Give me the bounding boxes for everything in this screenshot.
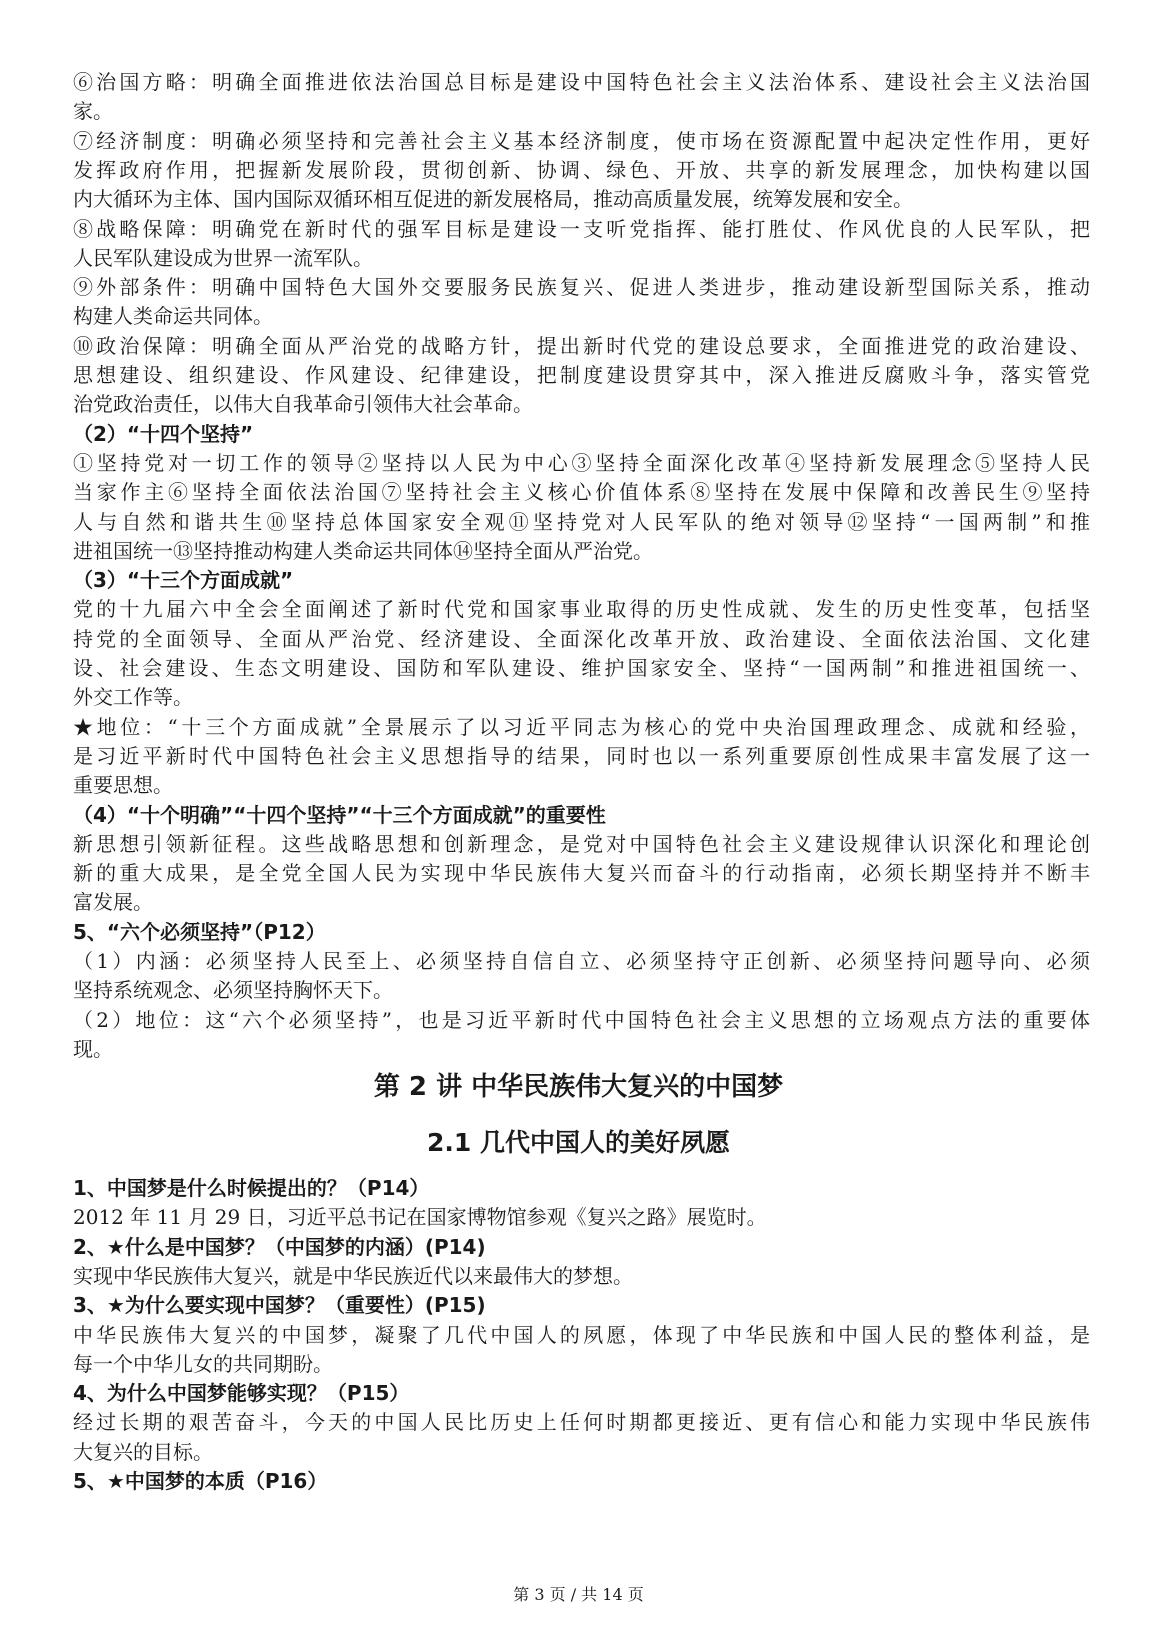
paragraph-line: ⑥治国方略：明确全面推进依法治国总目标是建设中国特色社会主义法治体系、建设社会主义法治国 — [73, 70, 1090, 94]
heading-line: 1、中国梦是什么时候提出的？（P14） — [73, 1176, 430, 1200]
paragraph-line: 是习近平新时代中国特色社会主义思想指导的结果，同时也以一系列重要原创性成果丰富发展了这一 — [73, 743, 1090, 768]
page-footer: 第 3 页 / 共 14 页 — [513, 1585, 644, 1604]
paragraph-line: 党的十九届六中全会全面阐述了新时代党和国家事业取得的历史性成就、发生的历史性变革，包括坚 — [73, 597, 1090, 622]
heading-line: （4）“十个明确”“十四个坚持”“十三个方面成就”的重要性 — [73, 802, 606, 827]
heading-line: 3、★为什么要实现中国梦？（重要性）(P15) — [73, 1293, 486, 1318]
heading-line: 2、★什么是中国梦？（中国梦的内涵）(P14) — [73, 1234, 486, 1259]
paragraph-line: 当家作主⑥坚持全面依法治国⑦坚持社会主义核心价值体系⑧坚持在发展中保障和改善民生⑨坚持 — [73, 480, 1090, 505]
paragraph-line: 2012 年 11 月 29 日，习近平总书记在国家博物馆参观《复兴之路》展览时。 — [73, 1205, 767, 1230]
paragraph-line: 发挥政府作用，把握新发展阶段，贯彻创新、协调、绿色、开放、共享的新发展理念，加快构建以国 — [73, 157, 1090, 182]
heading-line: 4、为什么中国梦能够实现？（P15） — [73, 1381, 410, 1406]
paragraph-line: 思想建设、组织建设、作风建设、纪律建设，把制度建设贯穿其中，深入推进反腐败斗争，落实管党 — [73, 363, 1090, 387]
paragraph-line: 设、社会建设、生态文明建设、国防和军队建设、维护国家安全、坚持“一国两制”和推进祖国统一、 — [73, 656, 1090, 680]
paragraph-line: 进祖国统一⑬坚持推动构建人类命运共同体⑭坚持全面从严治党。 — [73, 538, 653, 563]
paragraph-line: 大复兴的目标。 — [73, 1439, 213, 1464]
section-title: 2.1 几代中国人的美好夙愿 — [427, 1128, 730, 1157]
paragraph-line: 新思想引领新征程。这些战略思想和创新理念，是党对中国特色社会主义建设规律认识深化和理论创 — [73, 831, 1090, 856]
paragraph-line: 人民军队建设成为世界一流军队。 — [73, 245, 373, 270]
paragraph-line: 每一个中华儿女的共同期盼。 — [73, 1351, 333, 1376]
paragraph-line: （1）内涵：必须坚持人民至上、必须坚持自信自立、必须坚持守正创新、必须坚持问题导向、必须 — [73, 949, 1090, 973]
paragraph-line: ⑩政治保障：明确全面从严治党的战略方针，提出新时代党的建设总要求，全面推进党的政治建设、 — [73, 333, 1090, 358]
paragraph-line: 构建人类命运共同体。 — [73, 304, 273, 329]
paragraph-line: 外交工作等。 — [73, 685, 193, 710]
heading-line: （3）“十三个方面成就” — [73, 568, 294, 593]
paragraph-line: 持党的全面领导、全面从严治党、经济建设、全面深化改革开放、政治建设、全面依法治国、文化建 — [73, 626, 1090, 651]
paragraph-line: ★地位：“十三个方面成就”全景展示了以习近平同志为核心的党中央治国理政理念、成就和经验， — [73, 714, 1090, 739]
paragraph-line: ⑦经济制度：明确必须坚持和完善社会主义基本经济制度，使市场在资源配置中起决定性作用，更好 — [73, 128, 1090, 153]
paragraph-line: 内大循环为主体、国内国际双循环相互促进的新发展格局，推动高质量发展，统筹发展和安全。 — [73, 187, 913, 212]
paragraph-line: 现。 — [73, 1036, 113, 1061]
paragraph-line: 中华民族伟大复兴的中国梦，凝聚了几代中国人的夙愿，体现了中华民族和中国人民的整体利益，是 — [73, 1322, 1090, 1347]
paragraph-line: 经过长期的艰苦奋斗，今天的中国人民比历史上任何时期都更接近、更有信心和能力实现中华民族伟 — [73, 1410, 1090, 1435]
paragraph-line: 治党政治责任，以伟大自我革命引领伟大社会革命。 — [73, 392, 533, 417]
paragraph-line: 家。 — [73, 99, 113, 124]
paragraph-line: ①坚持党对一切工作的领导②坚持以人民为中心③坚持全面深化改革④坚持新发展理念⑤坚持人民 — [73, 450, 1090, 475]
paragraph-line: 富发展。 — [73, 890, 153, 915]
heading-line: 5、“六个必须坚持”（P12） — [73, 919, 326, 944]
heading-line: （2）“十四个坚持” — [73, 421, 254, 446]
paragraph-line: ⑨外部条件：明确中国特色大国外交要服务民族复兴、促进人类进步，推动建设新型国际关系，推动 — [73, 275, 1090, 300]
paragraph-line: 人与自然和谐共生⑩坚持总体国家安全观⑪坚持党对人民军队的绝对领导⑫坚持“一国两制”和推 — [73, 509, 1090, 534]
paragraph-line: 重要思想。 — [73, 773, 173, 798]
paragraph-line: ⑧战略保障：明确党在新时代的强军目标是建设一支听党指挥、能打胜仗、作风优良的人民军队，把 — [73, 216, 1090, 241]
paragraph-line: （2）地位：这“六个必须坚持”，也是习近平新时代中国特色社会主义思想的立场观点方法的重要体 — [73, 1007, 1090, 1032]
chapter-title: 第 2 讲 中华民族伟大复兴的中国梦 — [373, 1072, 784, 1102]
paragraph-line: 新的重大成果，是全党全国人民为实现中华民族伟大复兴而奋斗的行动指南，必须长期坚持并不断丰 — [73, 861, 1090, 886]
paragraph-line: 坚持系统观念、必须坚持胸怀天下。 — [73, 978, 393, 1003]
paragraph-line: 实现中华民族伟大复兴，就是中华民族近代以来最伟大的梦想。 — [73, 1263, 633, 1288]
heading-line: 5、★中国梦的本质（P16） — [73, 1469, 328, 1493]
